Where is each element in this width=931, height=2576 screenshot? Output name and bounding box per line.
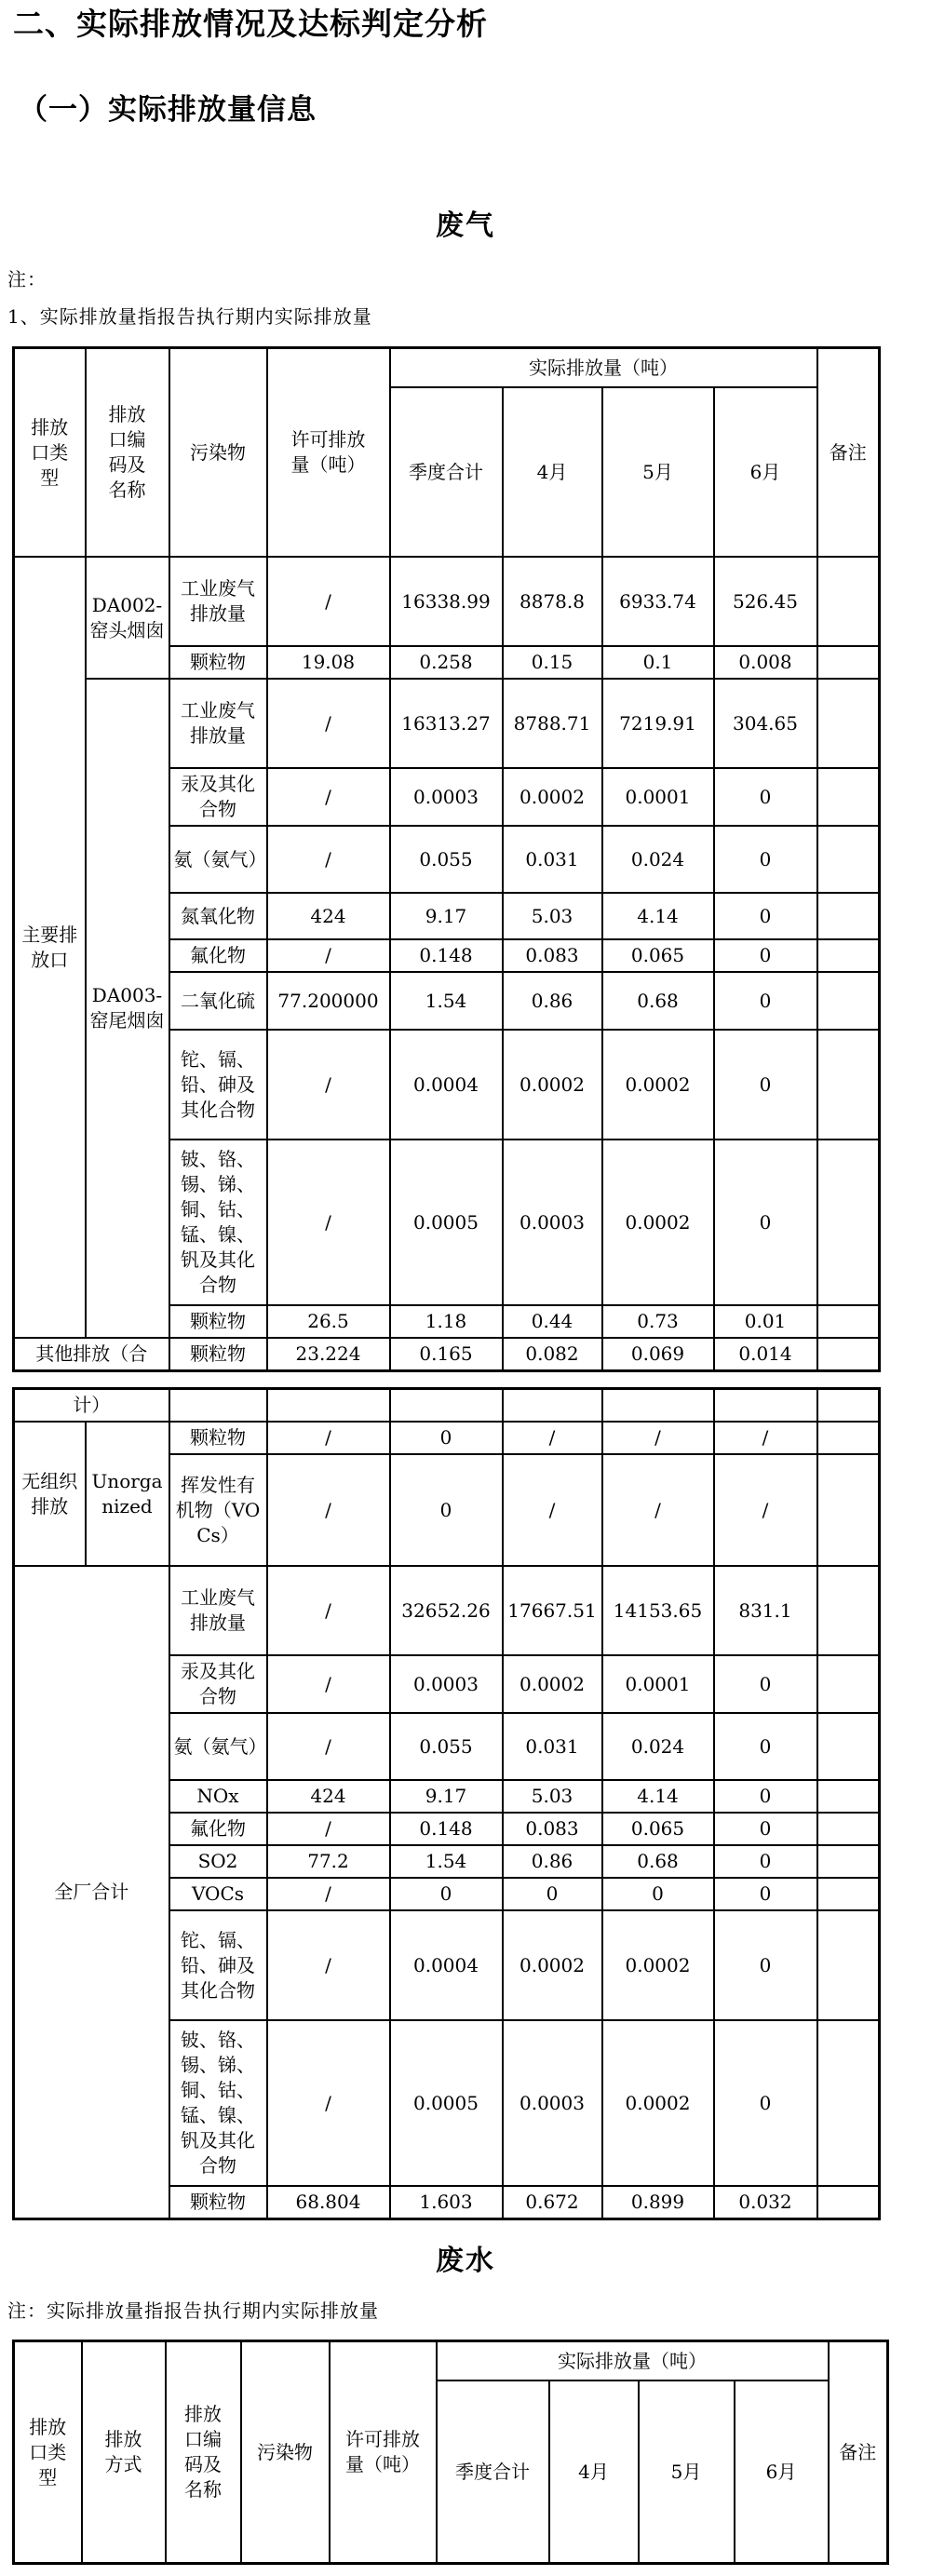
- cell-quarter-total: 0: [390, 1878, 503, 1910]
- cell-permitted: 424: [267, 1780, 390, 1813]
- cell-remark: [817, 1910, 880, 2020]
- header-month4: 4月: [549, 2380, 639, 2564]
- cell-remark: [817, 893, 880, 939]
- cell-permitted: /: [267, 1030, 390, 1140]
- cell-quarter-total: 0.055: [390, 826, 503, 893]
- cell-outlet-type-other-cont: 计）: [14, 1389, 169, 1423]
- cell-outlet-type-plant-total: 全厂合计: [14, 1566, 169, 2219]
- cell-month4: 0.44: [503, 1305, 602, 1338]
- cell-month6: /: [714, 1422, 817, 1454]
- cell-month4: 0.082: [503, 1338, 602, 1371]
- cell-permitted: 77.2: [267, 1845, 390, 1878]
- cell-remark: [817, 679, 880, 768]
- cell-remark: [817, 826, 880, 893]
- cell-month4: 0.0003: [503, 1140, 602, 1305]
- cell-remark: [817, 1878, 880, 1910]
- waste-water-note: 注：实际排放量指报告执行期内实际排放量: [7, 2300, 379, 2322]
- cell-month4: 0.0003: [503, 2020, 602, 2186]
- cell-pollutant: 汞及其化合物: [169, 1655, 267, 1713]
- cell-permitted: /: [267, 1878, 390, 1910]
- cell-month4: 0.86: [503, 972, 602, 1030]
- cell-permitted: /: [267, 1566, 390, 1655]
- cell-month5: 7219.91: [602, 679, 714, 768]
- cell-remark: [817, 972, 880, 1030]
- cell-pollutant: 氨（氨气）: [169, 1713, 267, 1780]
- cell-pollutant: 铍、铬、锡、锑、铜、钴、锰、镍、钒及其化合物: [169, 2020, 267, 2186]
- cell-remark: [817, 768, 880, 826]
- cell-month6: 0: [714, 1780, 817, 1813]
- cell-month4: /: [503, 1454, 602, 1566]
- cell-permitted: /: [267, 1910, 390, 2020]
- cell-month6: 0: [714, 1030, 817, 1140]
- cell-remark: [817, 1338, 880, 1371]
- header-quarter-total: 季度合计: [390, 387, 503, 557]
- cell-pollutant: 工业废气排放量: [169, 557, 267, 646]
- cell-outlet-code-da003: DA003-窑尾烟囱: [86, 679, 169, 1338]
- cell-permitted: /: [267, 679, 390, 768]
- cell-month6: 0: [714, 2020, 817, 2186]
- cell-remark: [817, 557, 880, 646]
- header-quarter-total: 季度合计: [437, 2380, 549, 2564]
- cell-pollutant: 颗粒物: [169, 1422, 267, 1454]
- cell-quarter-total: 9.17: [390, 893, 503, 939]
- cell-pollutant: 颗粒物: [169, 1338, 267, 1371]
- cell-permitted: 77.200000: [267, 972, 390, 1030]
- table-row: [14, 1389, 880, 1423]
- header-pollutant: 污染物: [169, 348, 267, 558]
- header-outlet-code: 排放口编码及名称: [86, 348, 169, 558]
- cell-month5: 0.0002: [602, 2020, 714, 2186]
- cell-pollutant: 工业废气排放量: [169, 679, 267, 768]
- cell-pollutant: 挥发性有机物（VOCs）: [169, 1454, 267, 1566]
- cell-month6: 0: [714, 768, 817, 826]
- cell-pollutant: 氟化物: [169, 1813, 267, 1845]
- cell-month6: 0: [714, 1140, 817, 1305]
- cell-month6: 304.65: [714, 679, 817, 768]
- cell-month4: 0.0002: [503, 768, 602, 826]
- header-month4: 4月: [503, 387, 602, 557]
- cell-month5: 0.024: [602, 1713, 714, 1780]
- waste-gas-table: [12, 346, 881, 1372]
- cell-permitted: /: [267, 557, 390, 646]
- cell-month5: 0.065: [602, 1813, 714, 1845]
- cell-quarter-total: 0: [390, 1454, 503, 1566]
- table-row: [14, 1566, 880, 1655]
- cell-month6: 0.01: [714, 1305, 817, 1338]
- cell-quarter-total: 0.148: [390, 939, 503, 972]
- cell-quarter-total: 1.54: [390, 972, 503, 1030]
- cell-remark: [817, 1454, 880, 1566]
- cell-month6: 0.032: [714, 2186, 817, 2219]
- cell-month6: 0: [714, 826, 817, 893]
- cell-month5: 0.024: [602, 826, 714, 893]
- cell-month6: 526.45: [714, 557, 817, 646]
- cell-month4: /: [503, 1422, 602, 1454]
- cell-month4: 0.0002: [503, 1655, 602, 1713]
- header-month5: 5月: [602, 387, 714, 557]
- header-remark: 备注: [817, 348, 880, 558]
- cell-month4: 5.03: [503, 1780, 602, 1813]
- cell-month4: 0.031: [503, 826, 602, 893]
- cell-month5: 6933.74: [602, 557, 714, 646]
- header-outlet-type: 排放口类型: [14, 348, 86, 558]
- waste-gas-table-continued: [12, 1387, 881, 2220]
- header-permitted: 许可排放量（吨）: [267, 348, 390, 558]
- cell-remark: [817, 1713, 880, 1780]
- cell-outlet-code-unorganized: Unorganized: [86, 1422, 169, 1566]
- cell-remark: [817, 1566, 880, 1655]
- cell-outlet-type-unorganized: 无组织排放: [14, 1422, 86, 1566]
- cell-permitted: [267, 1389, 390, 1423]
- cell-pollutant: 工业废气排放量: [169, 1566, 267, 1655]
- cell-quarter-total: 16313.27: [390, 679, 503, 768]
- cell-quarter-total: 0.0004: [390, 1910, 503, 2020]
- cell-quarter-total: 1.603: [390, 2186, 503, 2219]
- cell-permitted: /: [267, 768, 390, 826]
- waste-water-title: 废水: [436, 2245, 495, 2277]
- cell-permitted: /: [267, 1713, 390, 1780]
- cell-pollutant: SO2: [169, 1845, 267, 1878]
- cell-month4: 0.0002: [503, 1910, 602, 2020]
- cell-permitted: 68.804: [267, 2186, 390, 2219]
- header-actual-group: 实际排放量（吨）: [390, 348, 817, 388]
- cell-permitted: /: [267, 1140, 390, 1305]
- cell-month6: 0: [714, 972, 817, 1030]
- table-header-row: [14, 2341, 888, 2381]
- header-month5: 5月: [639, 2380, 735, 2564]
- cell-permitted: 26.5: [267, 1305, 390, 1338]
- note-item: 1、实际排放量指报告执行期内实际排放量: [7, 305, 372, 328]
- cell-month5: [602, 1389, 714, 1423]
- cell-month4: 8788.71: [503, 679, 602, 768]
- cell-quarter-total: [390, 1389, 503, 1423]
- cell-month5: /: [602, 1422, 714, 1454]
- cell-quarter-total: 1.18: [390, 1305, 503, 1338]
- header-month6: 6月: [714, 387, 817, 557]
- cell-month4: 0.083: [503, 1813, 602, 1845]
- header-permitted: 许可排放量（吨）: [330, 2341, 437, 2564]
- cell-permitted: /: [267, 826, 390, 893]
- cell-remark: [817, 1030, 880, 1140]
- cell-quarter-total: 0.165: [390, 1338, 503, 1371]
- cell-permitted: /: [267, 2020, 390, 2186]
- cell-permitted: 23.224: [267, 1338, 390, 1371]
- cell-month5: 0.0001: [602, 768, 714, 826]
- cell-month5: 0.899: [602, 2186, 714, 2219]
- cell-remark: [817, 1780, 880, 1813]
- cell-pollutant: 氨（氨气）: [169, 826, 267, 893]
- cell-remark: [817, 1845, 880, 1878]
- cell-month6: 0: [714, 1910, 817, 2020]
- table-header-row: [14, 348, 880, 388]
- cell-outlet-type-main: 主要排放口: [14, 557, 86, 1338]
- cell-month5: 0.68: [602, 972, 714, 1030]
- cell-month5: 14153.65: [602, 1566, 714, 1655]
- cell-month5: 0.069: [602, 1338, 714, 1371]
- cell-quarter-total: 0.258: [390, 646, 503, 679]
- table-row: [14, 679, 880, 768]
- cell-month4: 0.86: [503, 1845, 602, 1878]
- cell-remark: [817, 646, 880, 679]
- cell-month6: 0.014: [714, 1338, 817, 1371]
- cell-quarter-total: 0.055: [390, 1713, 503, 1780]
- cell-month4: 0.031: [503, 1713, 602, 1780]
- cell-quarter-total: 0.0005: [390, 1140, 503, 1305]
- cell-month6: 0: [714, 893, 817, 939]
- cell-pollutant: 铍、铬、锡、锑、铜、钴、锰、镍、钒及其化合物: [169, 1140, 267, 1305]
- cell-month6: 0: [714, 1878, 817, 1910]
- cell-permitted: /: [267, 1655, 390, 1713]
- table-row: [14, 1338, 880, 1371]
- cell-pollutant: NOx: [169, 1780, 267, 1813]
- header-outlet-code: 排放口编码及名称: [166, 2341, 241, 2564]
- cell-quarter-total: 16338.99: [390, 557, 503, 646]
- cell-month5: 0.0001: [602, 1655, 714, 1713]
- cell-quarter-total: 1.54: [390, 1845, 503, 1878]
- waste-gas-title: 废气: [436, 209, 495, 242]
- cell-permitted: /: [267, 939, 390, 972]
- cell-pollutant: 颗粒物: [169, 2186, 267, 2219]
- cell-pollutant: [169, 1389, 267, 1423]
- cell-remark: [817, 1140, 880, 1305]
- cell-quarter-total: 0.0004: [390, 1030, 503, 1140]
- cell-month6: 0: [714, 1813, 817, 1845]
- header-discharge-mode: 排放方式: [82, 2341, 166, 2564]
- cell-month6: [714, 1389, 817, 1423]
- cell-month6: 0: [714, 1655, 817, 1713]
- cell-month6: 0: [714, 1845, 817, 1878]
- cell-permitted: /: [267, 1454, 390, 1566]
- cell-permitted: 424: [267, 893, 390, 939]
- cell-month5: 0.68: [602, 1845, 714, 1878]
- table-row: [14, 1422, 880, 1454]
- cell-permitted: 19.08: [267, 646, 390, 679]
- table-row: [14, 557, 880, 646]
- cell-quarter-total: 32652.26: [390, 1566, 503, 1655]
- cell-remark: [817, 1813, 880, 1845]
- cell-pollutant: 二氧化硫: [169, 972, 267, 1030]
- note-label: 注：: [7, 268, 47, 290]
- cell-remark: [817, 1655, 880, 1713]
- cell-quarter-total: 0.0003: [390, 768, 503, 826]
- cell-remark: [817, 1305, 880, 1338]
- section-heading: 二、实际排放情况及达标判定分析: [13, 6, 488, 42]
- cell-quarter-total: 0.0003: [390, 1655, 503, 1713]
- header-actual-group: 实际排放量（吨）: [437, 2341, 829, 2381]
- header-remark: 备注: [829, 2341, 888, 2564]
- cell-quarter-total: 0.148: [390, 1813, 503, 1845]
- cell-month4: 5.03: [503, 893, 602, 939]
- waste-water-table: [12, 2340, 889, 2565]
- cell-month5: 0.73: [602, 1305, 714, 1338]
- cell-month5: 4.14: [602, 1780, 714, 1813]
- cell-remark: [817, 939, 880, 972]
- cell-quarter-total: 9.17: [390, 1780, 503, 1813]
- cell-month4: 8878.8: [503, 557, 602, 646]
- cell-month4: 0.083: [503, 939, 602, 972]
- cell-pollutant: VOCs: [169, 1878, 267, 1910]
- cell-month6: 0: [714, 1713, 817, 1780]
- header-outlet-type: 排放口类型: [14, 2341, 82, 2564]
- cell-remark: [817, 1422, 880, 1454]
- cell-month4: 17667.51: [503, 1566, 602, 1655]
- cell-pollutant: 氟化物: [169, 939, 267, 972]
- cell-outlet-type-other: 其他排放（合: [14, 1338, 169, 1371]
- cell-pollutant: 铊、镉、铅、砷及其化合物: [169, 1030, 267, 1140]
- cell-quarter-total: 0: [390, 1422, 503, 1454]
- cell-month6: 0: [714, 939, 817, 972]
- cell-month4: 0: [503, 1878, 602, 1910]
- cell-pollutant: 氮氧化物: [169, 893, 267, 939]
- cell-month4: 0.672: [503, 2186, 602, 2219]
- cell-remark: [817, 1389, 880, 1423]
- cell-month6: 831.1: [714, 1566, 817, 1655]
- header-month6: 6月: [735, 2380, 829, 2564]
- cell-outlet-code-da002: DA002-窑头烟囱: [86, 557, 169, 679]
- cell-remark: [817, 2186, 880, 2219]
- cell-month5: 0.0002: [602, 1910, 714, 2020]
- cell-month4: [503, 1389, 602, 1423]
- cell-month5: 0.0002: [602, 1140, 714, 1305]
- cell-permitted: /: [267, 1422, 390, 1454]
- cell-month5: 0.065: [602, 939, 714, 972]
- cell-month5: 0.0002: [602, 1030, 714, 1140]
- cell-permitted: /: [267, 1813, 390, 1845]
- cell-month5: 0: [602, 1878, 714, 1910]
- cell-month4: 0.15: [503, 646, 602, 679]
- cell-month6: /: [714, 1454, 817, 1566]
- cell-month5: /: [602, 1454, 714, 1566]
- cell-pollutant: 汞及其化合物: [169, 768, 267, 826]
- cell-remark: [817, 2020, 880, 2186]
- cell-month5: 4.14: [602, 893, 714, 939]
- header-pollutant: 污染物: [241, 2341, 330, 2564]
- cell-month6: 0.008: [714, 646, 817, 679]
- cell-month4: 0.0002: [503, 1030, 602, 1140]
- cell-month5: 0.1: [602, 646, 714, 679]
- cell-pollutant: 颗粒物: [169, 646, 267, 679]
- cell-pollutant: 颗粒物: [169, 1305, 267, 1338]
- cell-pollutant: 铊、镉、铅、砷及其化合物: [169, 1910, 267, 2020]
- cell-quarter-total: 0.0005: [390, 2020, 503, 2186]
- subsection-heading: （一）实际排放量信息: [19, 93, 317, 127]
